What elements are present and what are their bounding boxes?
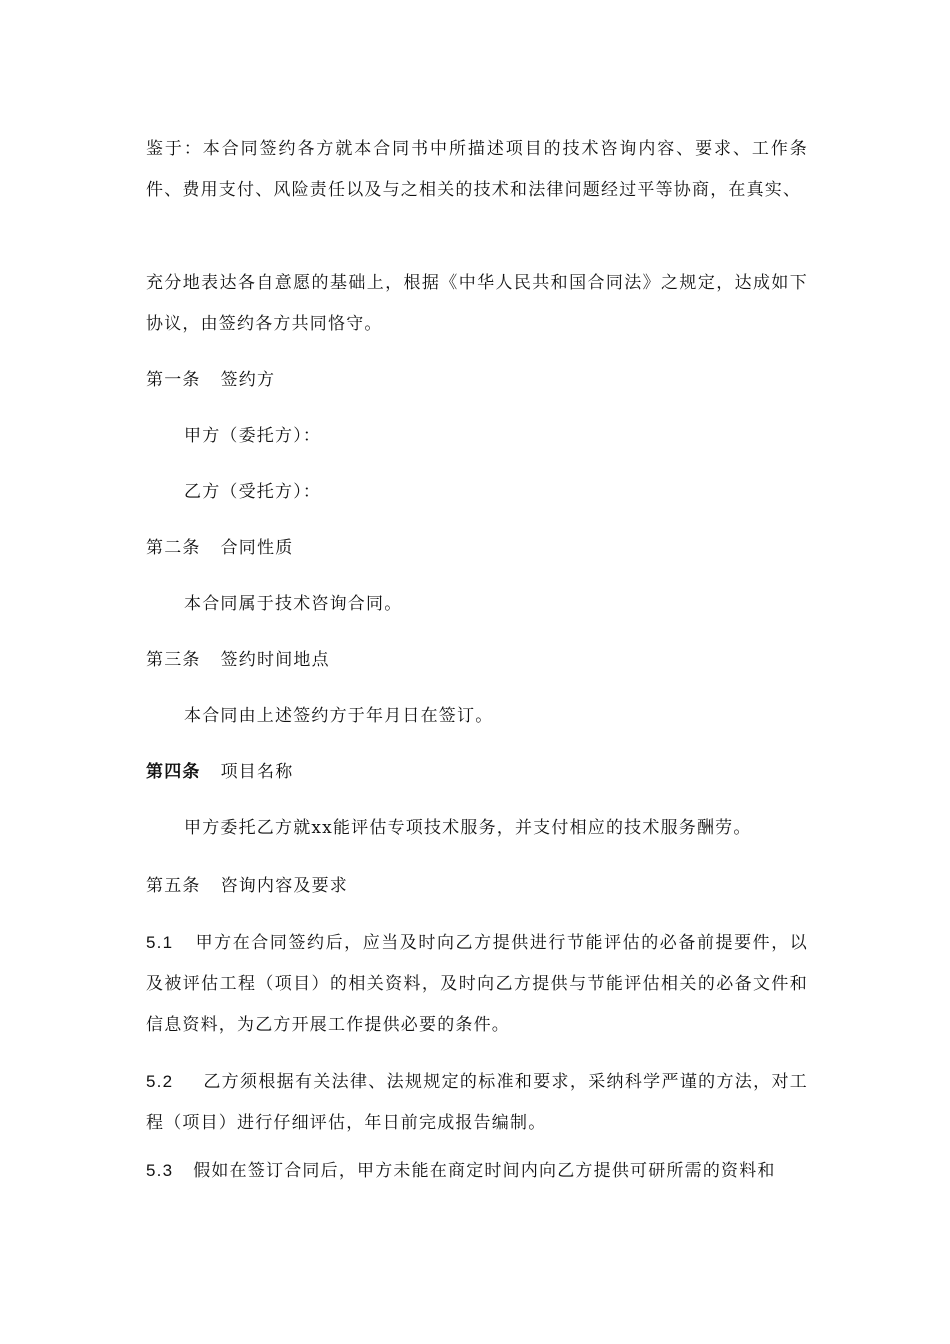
article-1-name: 签约方 [220, 370, 276, 390]
party-b-line: 乙方（受托方）： [184, 482, 322, 502]
article-3-name: 签约时间地点 [220, 650, 330, 670]
clause-5-2-text: 乙方须根据有关法律、法规规定的标准和要求，采纳科学严谨的方法，对工程（项目）进行仔细评估，年日前完成报告编制。 [146, 1072, 808, 1133]
article-3-body: 本合同由上述签约方于年月日在签订。 [184, 706, 494, 726]
article-4-number: 第四条 [146, 762, 201, 782]
article-5-number: 第五条 [146, 876, 201, 896]
article-3-number: 第三条 [146, 650, 201, 670]
article-4-body: 甲方委托乙方就xx能评估专项技术服务，并支付相应的技术服务酬劳。 [184, 818, 752, 838]
clause-5-1-number: 5.1 [146, 933, 174, 952]
clause-5-2 [146, 1061, 808, 1144]
article-5-heading [146, 866, 808, 907]
article-2-name: 合同性质 [220, 538, 294, 558]
article-4-name: 项目名称 [220, 762, 294, 782]
clause-5-2-number: 5.2 [146, 1072, 174, 1091]
article-3-heading [146, 640, 808, 681]
clause-5-3-text: 假如在签订合同后，甲方未能在商定时间内向乙方提供可研所需的资料和 [193, 1161, 776, 1181]
article-1-heading [146, 360, 808, 401]
article-5-name: 咨询内容及要求 [220, 876, 349, 896]
article-2-heading [146, 528, 808, 569]
clause-5-3-number: 5.3 [146, 1161, 174, 1180]
party-a-line: 甲方（委托方）： [184, 426, 322, 446]
article-2-body: 本合同属于技术咨询合同。 [184, 594, 403, 614]
clause-5-1 [146, 922, 808, 1046]
intro-paragraph-2: 充分地表达各自意愿的基础上，根据《中华人民共和国合同法》之规定，达成如下协议，由签约各方共同恪守。 [146, 273, 808, 334]
clause-5-1-text: 甲方在合同签约后，应当及时向乙方提供进行节能评估的必备前提要件，以及被评估工程（项目）的相关资料，及时向乙方提供与节能评估相关的必备文件和信息资料，为乙方开展工作提供必要的条件。 [146, 933, 808, 1035]
article-1-number: 第一条 [146, 370, 201, 390]
intro-paragraph-1: 鉴于：本合同签约各方就本合同书中所描述项目的技术咨询内容、要求、工作条件、费用支付、风险责任以及与之相关的技术和法律问题经过平等协商，在真实、 [146, 139, 808, 200]
clause-5-3 [146, 1150, 808, 1192]
article-2-number: 第二条 [146, 538, 201, 558]
article-4-heading [146, 752, 808, 793]
